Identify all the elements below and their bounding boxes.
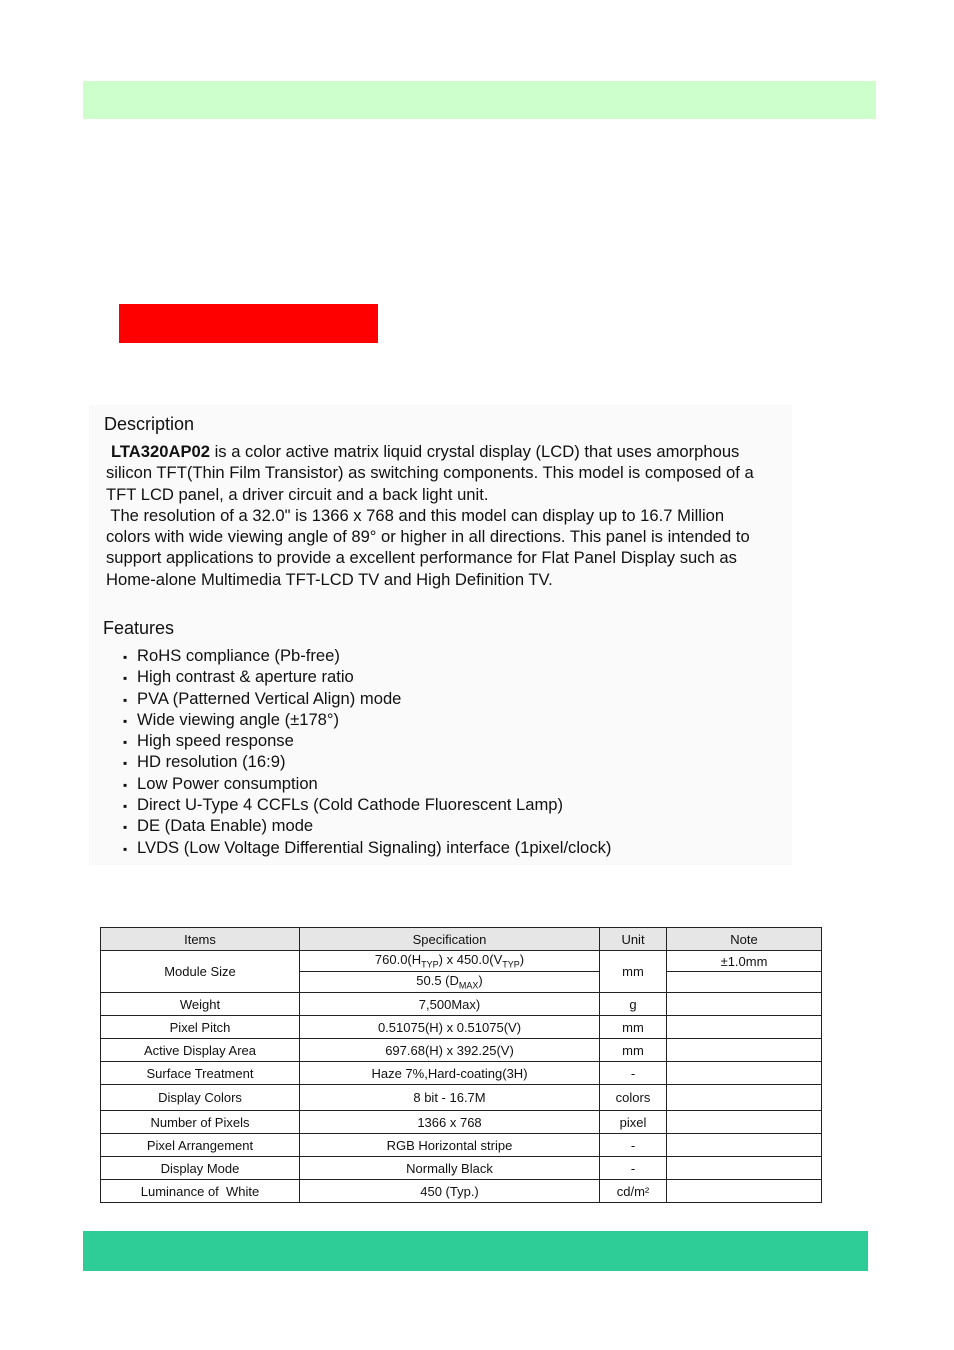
item-cell: Number of Pixels [101, 1111, 300, 1134]
feature-item: ▪ DE (Data Enable) mode [123, 815, 611, 836]
features-list [123, 645, 611, 858]
note-cell [667, 1134, 822, 1157]
unit-cell: cd/m² [600, 1180, 667, 1203]
spec-cell: 1366 x 768 [300, 1111, 600, 1134]
spec-cell: Normally Black [300, 1157, 600, 1180]
item-cell: Display Mode [101, 1157, 300, 1180]
table-row [101, 1134, 822, 1157]
note-cell [667, 993, 822, 1016]
header-cell: Unit [600, 928, 667, 951]
feature-item: ▪ High speed response [123, 730, 611, 751]
features-heading: Features [103, 618, 175, 638]
feature-item: ▪ PVA (Patterned Vertical Align) mode [123, 688, 611, 709]
spec-table [100, 927, 822, 1203]
footer-band [83, 1231, 868, 1271]
unit-cell: mm [600, 951, 667, 993]
item-cell: Weight [101, 993, 300, 1016]
feature-item: ▪ HD resolution (16:9) [123, 751, 611, 772]
feature-item: ▪ RoHS compliance (Pb-free) [123, 645, 611, 666]
feature-item: ▪ High contrast & aperture ratio [123, 666, 611, 687]
table-row [101, 1180, 822, 1203]
table-row [101, 1039, 822, 1062]
header-cell: Specification [300, 928, 600, 951]
note-cell [667, 1111, 822, 1134]
note-cell [667, 1039, 822, 1062]
unit-cell: - [600, 1157, 667, 1180]
unit-cell: - [600, 1062, 667, 1085]
note-cell [667, 1085, 822, 1111]
note-cell [667, 1062, 822, 1085]
spec-cell: 0.51075(H) x 0.51075(V) [300, 1016, 600, 1039]
spec-cell: 8 bit - 16.7M [300, 1085, 600, 1111]
item-cell: Surface Treatment [101, 1062, 300, 1085]
note-cell [667, 1157, 822, 1180]
model-name: LTA320AP02 [111, 442, 210, 461]
table-row [101, 993, 822, 1016]
spec-cell: $760.0(H_{TYP})$ x $450.0(V_{TYP})$ [300, 951, 600, 972]
item-cell: Luminance of White [101, 1180, 300, 1203]
header-cell: Note [667, 928, 822, 951]
description-heading: Description [104, 414, 195, 434]
unit-cell: colors [600, 1085, 667, 1111]
header-band [83, 81, 876, 119]
highlight-bar [119, 304, 378, 343]
unit-cell: pixel [600, 1111, 667, 1134]
note-cell: ±1.0mm [667, 951, 822, 972]
table-header-row [101, 928, 822, 951]
note-cell [667, 972, 822, 993]
unit-cell: - [600, 1134, 667, 1157]
spec-cell: RGB Horizontal stripe [300, 1134, 600, 1157]
spec-cell: 697.68(H) x 392.25(V) [300, 1039, 600, 1062]
feature-item: ▪ Direct U-Type 4 CCFLs (Cold Cathode Fluorescent Lamp) [123, 794, 611, 815]
spec-cell: 450 (Typ.) [300, 1180, 600, 1203]
note-cell [667, 1180, 822, 1203]
feature-item: ▪ LVDS (Low Voltage Differential Signaling) interface (1pixel/clock) [123, 837, 611, 858]
table-row [101, 1085, 822, 1111]
spec-cell: Haze 7%,Hard-coating(3H) [300, 1062, 600, 1085]
item-cell: Module Size [101, 951, 300, 993]
unit-cell: g [600, 993, 667, 1016]
unit-cell: mm [600, 1016, 667, 1039]
spec-cell: 50.5 $(D_{MAX})$ [300, 972, 600, 993]
spec-cell: 7,500Max) [300, 993, 600, 1016]
description-paragraph: LTA320AP02 is a color active matrix liquid crystal display (LCD) that uses amorphous silicon TFT(Thin Film Transistor) as switching components. This model is composed of a TFT LCD panel, a driver circuit and a back light unit. The resolution of a 32.0" is 1366 x 768 and this model can display up to 16.7 Million colors with wide viewing angle of 89° or higher in all directions. This panel is intended to support applications to provide a excellent performance for Flat Panel Display such as Home-alone Multimedia TFT-LCD TV and High Definition TV. [106, 442, 754, 589]
table-row [101, 951, 822, 972]
unit-cell: mm [600, 1039, 667, 1062]
feature-item: ▪ Low Power consumption [123, 773, 611, 794]
table-row [101, 1016, 822, 1039]
header-cell: Items [101, 928, 300, 951]
table-row [101, 1111, 822, 1134]
note-cell [667, 1016, 822, 1039]
table-row [101, 1157, 822, 1180]
item-cell: Display Colors [101, 1085, 300, 1111]
item-cell: Pixel Pitch [101, 1016, 300, 1039]
item-cell: Active Display Area [101, 1039, 300, 1062]
item-cell: Pixel Arrangement [101, 1134, 300, 1157]
table-row [101, 1062, 822, 1085]
feature-item: ▪ Wide viewing angle (±178°) [123, 709, 611, 730]
